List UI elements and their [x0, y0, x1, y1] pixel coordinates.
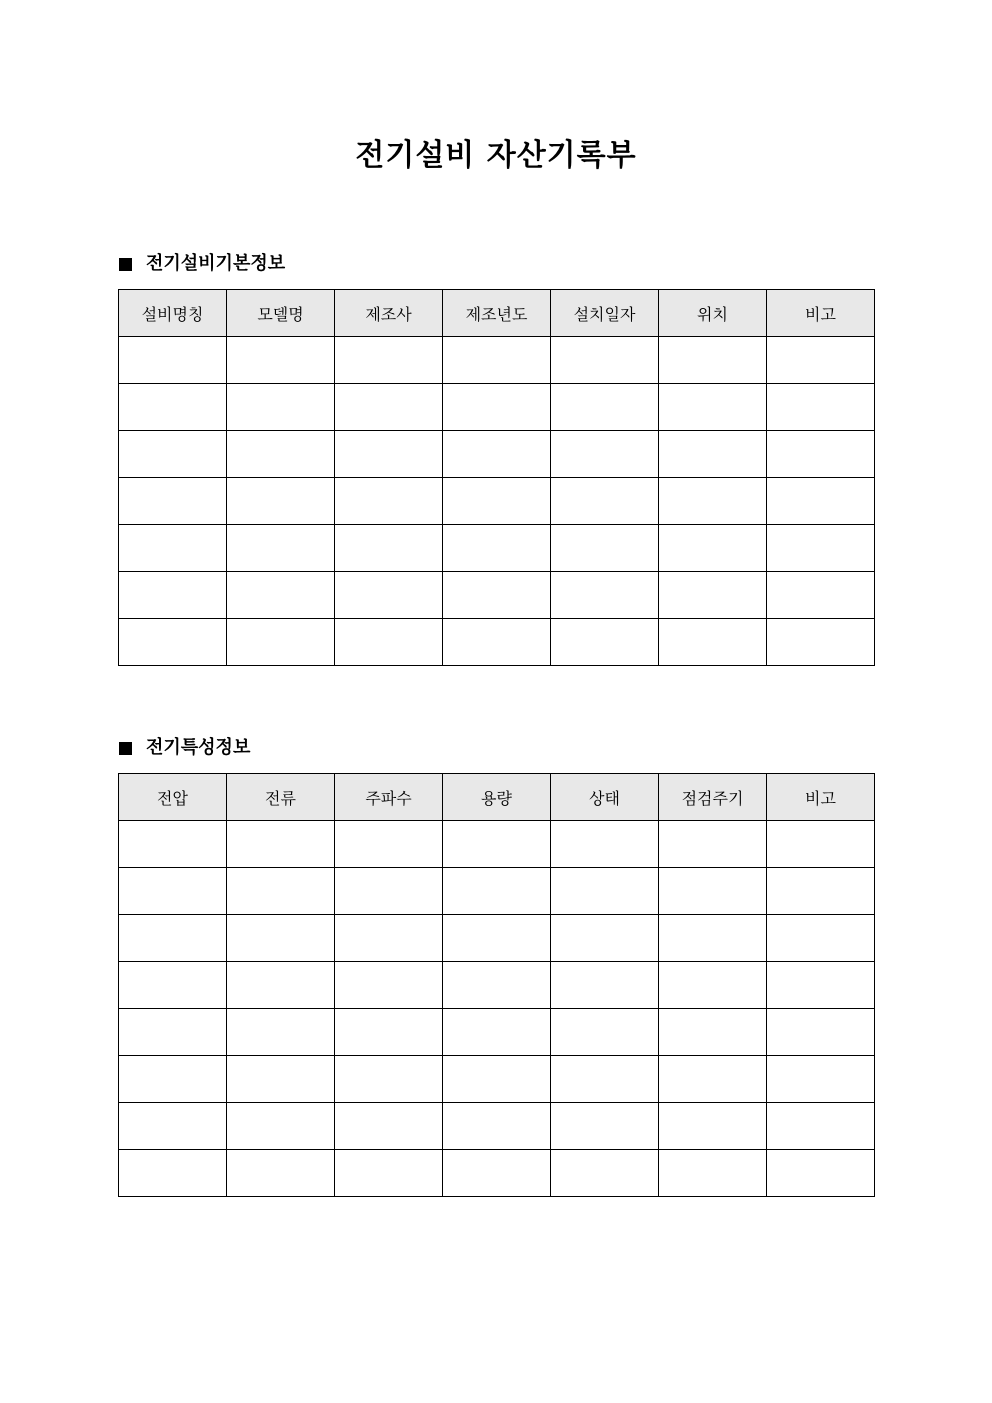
table-cell[interactable]: [551, 962, 659, 1009]
table-row: [119, 1150, 875, 1197]
table-cell[interactable]: [443, 821, 551, 868]
table-cell[interactable]: [659, 962, 767, 1009]
table-cell[interactable]: [767, 868, 875, 915]
table-cell[interactable]: [335, 525, 443, 572]
section-heading-label: 전기설비기본정보: [146, 253, 286, 274]
table-cell[interactable]: [659, 619, 767, 666]
table-cell[interactable]: [119, 962, 227, 1009]
table-row: [119, 337, 875, 384]
table-row: [119, 525, 875, 572]
document-title: 전기설비 자산기록부: [355, 138, 637, 173]
table-cell[interactable]: [119, 868, 227, 915]
table-cell[interactable]: [551, 431, 659, 478]
table-cell[interactable]: [767, 478, 875, 525]
table-cell[interactable]: [659, 525, 767, 572]
table-row: [119, 868, 875, 915]
table-cell[interactable]: [551, 384, 659, 431]
table-row: [119, 915, 875, 962]
column-header: 전류: [227, 774, 335, 821]
section-heading-label: 전기특성정보: [146, 737, 251, 758]
column-header: 용량: [443, 774, 551, 821]
electrical-info-table: [118, 773, 875, 1197]
table-cell[interactable]: [659, 868, 767, 915]
table-cell[interactable]: [443, 431, 551, 478]
table-cell[interactable]: [443, 525, 551, 572]
column-header: 점검주기: [659, 774, 767, 821]
table-cell[interactable]: [659, 431, 767, 478]
table-cell[interactable]: [443, 1009, 551, 1056]
table-cell[interactable]: [119, 619, 227, 666]
table-cell[interactable]: [335, 821, 443, 868]
table-row: [119, 962, 875, 1009]
table-cell[interactable]: [119, 384, 227, 431]
table-cell[interactable]: [335, 1103, 443, 1150]
section-heading-electrical-info: [119, 736, 250, 760]
table-row: [119, 1103, 875, 1150]
table-cell[interactable]: [659, 478, 767, 525]
column-header: 주파수: [335, 774, 443, 821]
table-cell[interactable]: [227, 525, 335, 572]
table-cell[interactable]: [443, 1150, 551, 1197]
table-cell[interactable]: [443, 572, 551, 619]
table-cell[interactable]: [767, 1009, 875, 1056]
table-cell[interactable]: [335, 915, 443, 962]
table-cell[interactable]: [335, 384, 443, 431]
column-header: 위치: [659, 290, 767, 337]
table-cell[interactable]: [227, 337, 335, 384]
table-row: [119, 478, 875, 525]
table-cell[interactable]: [227, 868, 335, 915]
table-cell[interactable]: [227, 1056, 335, 1103]
table-cell[interactable]: [551, 915, 659, 962]
table-cell[interactable]: [443, 1103, 551, 1150]
table-cell[interactable]: [767, 525, 875, 572]
table-cell[interactable]: [767, 962, 875, 1009]
table-cell[interactable]: [551, 1150, 659, 1197]
table-cell[interactable]: [227, 431, 335, 478]
table-cell[interactable]: [335, 1056, 443, 1103]
table-cell[interactable]: [227, 478, 335, 525]
table-cell[interactable]: [335, 337, 443, 384]
table-cell[interactable]: [227, 572, 335, 619]
table-row: [119, 384, 875, 431]
black-square-icon: [119, 742, 132, 755]
table-cell[interactable]: [443, 619, 551, 666]
table-cell[interactable]: [119, 337, 227, 384]
table-cell[interactable]: [659, 1150, 767, 1197]
column-header: 제조사: [335, 290, 443, 337]
column-header: 전압: [119, 774, 227, 821]
table-cell[interactable]: [767, 619, 875, 666]
electrical-info-table-body: [119, 821, 875, 1197]
column-header: 비고: [767, 774, 875, 821]
table-cell[interactable]: [119, 1150, 227, 1197]
table-cell[interactable]: [227, 821, 335, 868]
table-cell[interactable]: [335, 1150, 443, 1197]
table-cell[interactable]: [443, 384, 551, 431]
table-cell[interactable]: [767, 337, 875, 384]
table-cell[interactable]: [227, 619, 335, 666]
table-cell[interactable]: [443, 962, 551, 1009]
table-cell[interactable]: [335, 868, 443, 915]
table-row: [119, 821, 875, 868]
table-cell[interactable]: [659, 1009, 767, 1056]
table-cell[interactable]: [659, 915, 767, 962]
table-cell[interactable]: [335, 962, 443, 1009]
table-cell[interactable]: [119, 1056, 227, 1103]
table-cell[interactable]: [335, 478, 443, 525]
table-cell[interactable]: [659, 384, 767, 431]
table-cell[interactable]: [335, 1009, 443, 1056]
table-cell[interactable]: [767, 821, 875, 868]
table-cell[interactable]: [551, 1056, 659, 1103]
column-header: 설비명칭: [119, 290, 227, 337]
table-cell[interactable]: [119, 525, 227, 572]
table-cell[interactable]: [227, 1150, 335, 1197]
table-cell[interactable]: [767, 1056, 875, 1103]
table-cell[interactable]: [119, 1009, 227, 1056]
table-cell[interactable]: [551, 525, 659, 572]
column-header: 설치일자: [551, 290, 659, 337]
table-row: [119, 619, 875, 666]
table-cell[interactable]: [443, 868, 551, 915]
table-cell[interactable]: [551, 1009, 659, 1056]
basic-info-table-body: [119, 337, 875, 666]
table-cell[interactable]: [227, 962, 335, 1009]
table-cell[interactable]: [227, 1009, 335, 1056]
table-cell[interactable]: [119, 572, 227, 619]
table-cell[interactable]: [551, 868, 659, 915]
table-header-row: [119, 774, 875, 821]
table-cell[interactable]: [227, 915, 335, 962]
table-cell[interactable]: [551, 619, 659, 666]
table-cell[interactable]: [443, 1056, 551, 1103]
table-row: [119, 572, 875, 619]
table-cell[interactable]: [767, 1150, 875, 1197]
table-cell[interactable]: [119, 431, 227, 478]
table-cell[interactable]: [335, 619, 443, 666]
column-header: 상태: [551, 774, 659, 821]
table-cell[interactable]: [659, 1056, 767, 1103]
table-cell[interactable]: [551, 478, 659, 525]
table-cell[interactable]: [659, 1103, 767, 1150]
table-cell[interactable]: [227, 384, 335, 431]
table-cell[interactable]: [767, 384, 875, 431]
table-row: [119, 1056, 875, 1103]
table-cell[interactable]: [119, 1103, 227, 1150]
table-cell[interactable]: [551, 337, 659, 384]
section-heading-basic-info: [119, 252, 285, 276]
column-header: 모델명: [227, 290, 335, 337]
basic-info-table: [118, 289, 875, 666]
column-header: 제조년도: [443, 290, 551, 337]
table-cell[interactable]: [335, 572, 443, 619]
table-cell[interactable]: [551, 572, 659, 619]
table-row: [119, 1009, 875, 1056]
table-cell[interactable]: [119, 821, 227, 868]
table-cell[interactable]: [119, 915, 227, 962]
table-row: [119, 431, 875, 478]
table-cell[interactable]: [551, 1103, 659, 1150]
table-cell[interactable]: [119, 478, 227, 525]
column-header: 비고: [767, 290, 875, 337]
table-cell[interactable]: [767, 915, 875, 962]
table-cell[interactable]: [767, 431, 875, 478]
table-cell[interactable]: [659, 337, 767, 384]
black-square-icon: [119, 258, 132, 271]
table-cell[interactable]: [551, 821, 659, 868]
table-cell[interactable]: [767, 1103, 875, 1150]
table-header-row: [119, 290, 875, 337]
table-cell[interactable]: [443, 478, 551, 525]
table-cell[interactable]: [335, 431, 443, 478]
table-cell[interactable]: [767, 572, 875, 619]
table-cell[interactable]: [227, 1103, 335, 1150]
table-cell[interactable]: [443, 915, 551, 962]
table-cell[interactable]: [443, 337, 551, 384]
table-cell[interactable]: [659, 821, 767, 868]
table-cell[interactable]: [659, 572, 767, 619]
